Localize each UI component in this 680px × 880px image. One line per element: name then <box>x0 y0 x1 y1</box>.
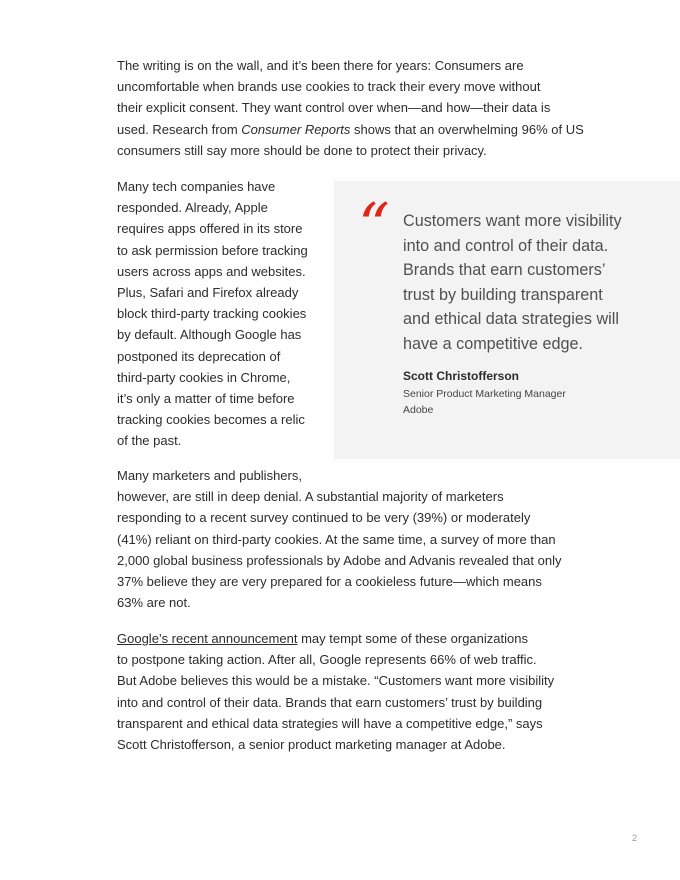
publication-name: Consumer Reports <box>241 121 351 137</box>
pull-quote-text: Customers want more visibility into and control of their data. Brands that earn customers’ trust by building transparent and ethical data strategies will have a competitive edge. <box>403 212 622 353</box>
paragraph-tech-companies: Many tech companies have responded. Already, Apple requires apps offered in its store to ask permission before tracking users across apps and websites. Plus, Safari and Firefox already block third-party tracking cookies by default. Although Google has postponed its deprecation of third-party cookies in Chrome, it’s only a matter of time before tracking cookies becomes a relic of the past. <box>117 179 308 449</box>
quote-author-title: Senior Product Marketing Manager Adobe <box>403 387 566 418</box>
paragraph-intro: The writing is on the wall, and it’s been there for years: Consumers are uncomfortable when brands use cookies to track their every move without their explicit consent. They want control over when—and how—their data is used. Research from Consumer Reports shows that an overwhelming 96% of US consumers still say more should be done to protect their privacy. <box>117 58 584 158</box>
page-number: 2 <box>632 833 638 843</box>
paragraph-marketers: Many marketers and publishers, however, are still in deep denial. A substantial majority of marketers responding to a recent survey continued to be very (39%) or moderately (41%) reliant on third-party cookies. At the same time, a survey of more than 2,000 global business professionals by Adobe and Advanis revealed that only 37% believe they are very prepared for a cookieless future—which means 63% are not. <box>117 468 562 611</box>
google-announcement-link[interactable]: Google’s recent announcement <box>117 631 298 646</box>
quote-author-name: Scott Christofferson <box>403 369 520 383</box>
pull-quote <box>334 181 680 459</box>
quote-author-company: Adobe <box>403 403 434 416</box>
paragraph-google: Google’s recent announcement may tempt some of these organizations to postpone taking action. After all, Google represents 66% of web traffic. But Adobe believes this would be a mistake. “Customers want more visibility into and control of their data. Brands that earn customers’ trust by building transparent and ethical data strategies will have a competitive edge,” says Scott Christofferson, a senior product marketing manager at Adobe. <box>117 631 555 753</box>
quotation-mark-icon: “ <box>358 189 390 262</box>
